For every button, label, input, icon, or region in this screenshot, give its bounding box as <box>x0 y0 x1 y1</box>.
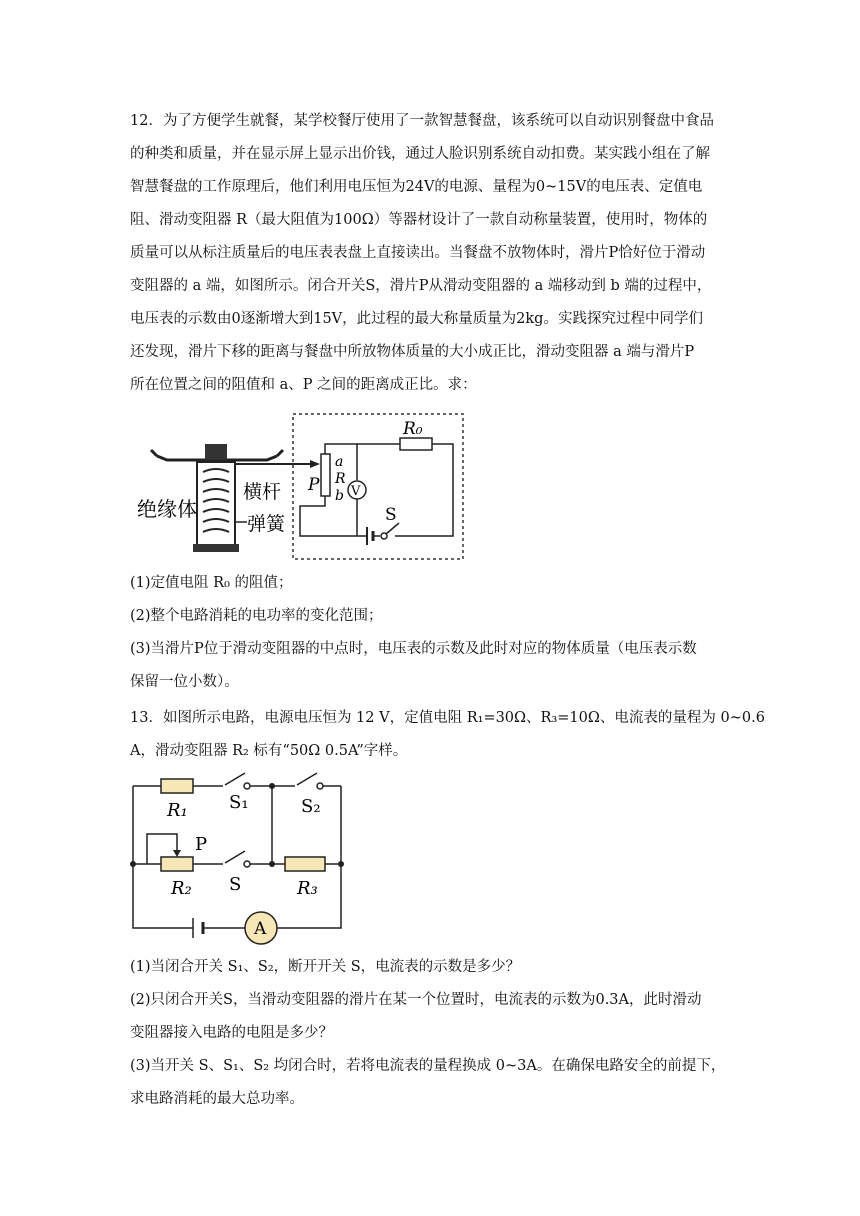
label-spring: 弹簧 <box>247 513 286 535</box>
switch-s-blade <box>225 851 245 863</box>
junction-mid-middle <box>269 861 275 867</box>
q13-sub-1: (1)当闭合开关 S₁、S₂，断开开关 S，电流表的示数是多少？ <box>130 959 521 975</box>
q12-line: 变阻器的 a 端，如图所示。闭合开关S，滑片P从滑动变阻器的 a 端移动到 b 端的过程中， <box>130 278 712 294</box>
q12-line: 所在位置之间的阻值和 a、P 之间的距离成正比。求： <box>130 377 477 393</box>
q12-line: 还发现，滑片下移的距离与餐盘中所放物体质量的大小成正比，滑动变阻器 a 端与滑片P <box>130 344 695 360</box>
label-v: V <box>351 484 361 499</box>
label-slider-p: P <box>195 834 208 855</box>
resistor-r0 <box>400 438 432 450</box>
switch-s1-contact <box>244 783 250 789</box>
q13-subquestions <box>130 951 735 1116</box>
label-insulator: 绝缘体 <box>137 497 197 521</box>
switch-s2-blade <box>297 773 317 785</box>
q12-subquestions <box>130 567 735 699</box>
label-ammeter: A <box>254 919 267 939</box>
q12-sub-1: (1)定值电阻 R₀ 的阻值； <box>130 575 293 591</box>
q12-weighing-device-figure <box>135 410 470 565</box>
junction-top-middle <box>269 783 275 789</box>
switch-s2-contact <box>317 783 323 789</box>
switch-s1-blade <box>225 773 245 785</box>
label-end-b: b <box>335 488 344 504</box>
label-r: R <box>335 471 346 487</box>
q13-circuit-figure <box>125 768 355 948</box>
label-end-a: a <box>335 454 344 470</box>
q13-sub-2: (2)只闭合开关S，当滑动变阻器的滑片在某一个位置时，电流表的示数为0.3A，此时滑动 <box>130 992 702 1008</box>
q12-sub-3: (3)当滑片P位于滑动变阻器的中点时，电压表的示数及此时对应的物体质量（电压表示数 <box>130 641 697 657</box>
label-r2: R₂ <box>171 878 192 899</box>
label-r0: R₀ <box>403 419 423 439</box>
q13-sub-2-cont: 变阻器接入电路的电阻是多少？ <box>130 1025 333 1041</box>
q12-line: 电压表的示数由0逐渐增大到15V，此过程的最大称量质量为2kg。实践探究过程中同学们 <box>130 311 703 327</box>
q13-line: 13．如图所示电路，电源电压恒为 12 V，定值电阻 R₁=30Ω、R₃=10Ω、电流表的量程为 0~0.6 <box>130 710 765 726</box>
q13-stem <box>130 702 765 768</box>
q12-line: 阻、滑动变阻器 R（最大阻值为100Ω）等器材设计了一款自动称量装置，使用时，物体的 <box>130 212 708 228</box>
insulator-column <box>197 462 235 550</box>
q12-line: 的种类和质量，并在显示屏上显示出价钱，通过人脸识别系统自动扣费。某实践小组在了解 <box>130 146 710 162</box>
q12-line: 智慧餐盘的工作原理后，他们利用电压恒为24V的电源、量程为0~15V的电压表、定值电 <box>130 179 703 195</box>
q13-line: A，滑动变阻器 R₂ 标有“50Ω 0.5A”字样。 <box>130 743 408 759</box>
q12-line: 质量可以从标注质量后的电压表表盘上直接读出。当餐盘不放物体时，滑片P恰好位于滑动 <box>130 245 706 261</box>
label-r1: R₁ <box>167 800 188 821</box>
label-lever: 横杆 <box>243 481 282 503</box>
q12-sub-2: (2)整个电路消耗的电功率的变化范围； <box>130 608 383 624</box>
slider-arrow <box>310 460 320 468</box>
spring-coils <box>203 469 229 532</box>
tray-post <box>205 444 227 460</box>
junction-left <box>130 861 136 867</box>
q13-sub-3: (3)当开关 S、S₁、S₂ 均闭合时，若将电流表的量程换成 0~3A。在确保电路安全的前提下， <box>130 1058 726 1074</box>
label-switch-s: S <box>385 505 397 525</box>
label-s1: S₁ <box>229 792 249 813</box>
rheostat-r2 <box>161 857 193 871</box>
resistor-r1 <box>161 779 193 793</box>
q12-sub-3-cont: 保留一位小数）。 <box>130 674 239 690</box>
junction-right <box>338 861 344 867</box>
wire-right-side <box>395 444 453 536</box>
label-slider-p: P <box>308 475 320 495</box>
resistor-r3 <box>285 857 325 871</box>
switch-s-contact <box>244 861 250 867</box>
q12-line: 12．为了方便学生就餐，某学校餐厅使用了一款智慧餐盘，该系统可以自动识别餐盘中食品 <box>130 113 714 129</box>
slider-arrow <box>173 850 181 857</box>
label-switch-s: S <box>229 874 242 895</box>
rheostat-r <box>321 454 330 496</box>
base-block <box>193 544 239 552</box>
q12-stem <box>130 105 735 402</box>
q13-sub-3-cont: 求电路消耗的最大总功率。 <box>130 1091 304 1107</box>
label-s2: S₂ <box>301 796 321 817</box>
label-r3: R₃ <box>297 878 318 899</box>
